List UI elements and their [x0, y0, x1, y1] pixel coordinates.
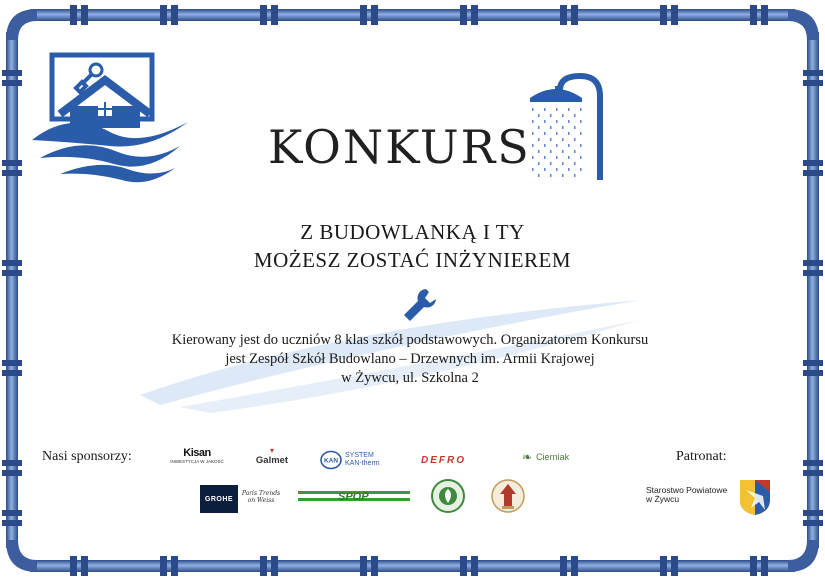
coat-of-arms-icon	[738, 478, 772, 516]
spop-name: SPOP	[338, 491, 369, 503]
water-drop	[532, 168, 534, 171]
water-drop	[574, 162, 576, 165]
water-drop	[574, 126, 576, 129]
pipe-coupling	[571, 556, 578, 576]
pipe-coupling	[70, 556, 77, 576]
water-drop	[544, 132, 546, 135]
pipe-coupling	[803, 360, 823, 366]
sponsor-spop-logo	[298, 488, 410, 510]
water-drop	[580, 144, 582, 147]
galmet-mark-icon: ▾	[269, 446, 274, 455]
pipe-coupling	[803, 510, 823, 516]
water-drop	[574, 114, 576, 117]
water-drop	[550, 150, 552, 153]
water-drop	[532, 144, 534, 147]
water-drop	[544, 144, 546, 147]
sponsor-defro-logo: DEFRO	[421, 455, 466, 466]
sponsor-galmet-logo	[250, 447, 294, 466]
water-drop	[538, 138, 540, 141]
pipe-coupling	[803, 520, 823, 526]
water-drop	[574, 138, 576, 141]
pipe-coupling	[803, 160, 823, 166]
water-drop	[574, 150, 576, 153]
kan-mark-icon	[320, 450, 342, 470]
pipe-coupling	[160, 556, 167, 576]
water-drop	[544, 120, 546, 123]
sponsor-grohe-logo: GROHE	[200, 485, 238, 513]
water-drop	[568, 132, 570, 135]
contest-title: KONKURS	[268, 120, 531, 174]
water-drop	[538, 126, 540, 129]
water-drop	[556, 156, 558, 159]
water-drop	[532, 108, 534, 111]
pipe-coupling	[803, 370, 823, 376]
pipe-coupling	[2, 70, 22, 76]
pipe-coupling	[803, 170, 823, 176]
pipe-coupling	[571, 5, 578, 25]
pipe-coupling	[2, 520, 22, 526]
leaf-icon: ❧	[522, 450, 533, 464]
water-drop	[568, 156, 570, 159]
kan-mark: KAN	[323, 457, 339, 465]
water-drop	[532, 132, 534, 135]
sponsor-paris-trends-logo	[240, 490, 282, 504]
pipe-coupling	[2, 510, 22, 516]
pipe-coupling	[260, 556, 267, 576]
water-drop	[544, 168, 546, 171]
pipe-coupling	[803, 80, 823, 86]
pipe-coupling	[271, 5, 278, 25]
pipe-coupling	[471, 5, 478, 25]
house-wrench-logo	[30, 50, 190, 190]
pipe-coupling	[2, 370, 22, 376]
pipe-coupling	[761, 556, 768, 576]
shower-icon	[520, 70, 615, 185]
sponsor-kan-logo	[320, 449, 380, 471]
description-line: Kierowany jest do uczniów 8 klas szkół podstawowych. Organizatorem Konkursu	[171, 332, 649, 348]
pipe-coupling	[81, 5, 88, 25]
pipe-coupling	[81, 556, 88, 576]
pipe-coupling	[750, 5, 757, 25]
water-drop	[562, 162, 564, 165]
pipe-coupling	[171, 556, 178, 576]
water-drop	[574, 174, 576, 177]
water-drop	[544, 108, 546, 111]
water-drop	[562, 114, 564, 117]
water-drop	[568, 120, 570, 123]
patron-line1: Starostwo Powiatowe	[646, 485, 728, 495]
water-drop	[562, 126, 564, 129]
pipe-coupling	[560, 556, 567, 576]
water-drop	[550, 138, 552, 141]
water-drop	[544, 156, 546, 159]
water-drop	[556, 108, 558, 111]
patron-starostwo-logo	[646, 486, 727, 504]
water-drop	[580, 156, 582, 159]
water-drop	[562, 138, 564, 141]
pipe-coupling	[2, 160, 22, 166]
water-drop	[580, 168, 582, 171]
kan-line2: KAN-therm	[345, 460, 380, 467]
pipe-coupling	[750, 556, 757, 576]
water-drop	[580, 108, 582, 111]
pipe-coupling	[70, 5, 77, 25]
galmet-name: Galmet	[255, 455, 289, 466]
water-drop	[556, 168, 558, 171]
pipe-coupling	[260, 5, 267, 25]
pipe-coupling	[671, 5, 678, 25]
pipe-coupling	[471, 556, 478, 576]
pipe-coupling	[371, 5, 378, 25]
pipe-coupling	[560, 5, 567, 25]
paris-line1: Paris Trends	[241, 490, 281, 497]
pipe-coupling	[160, 5, 167, 25]
kan-line1: SYSTEM	[345, 452, 374, 459]
school-emblem-icon	[490, 476, 526, 516]
pipe-coupling	[660, 556, 667, 576]
pipe-coupling	[360, 556, 367, 576]
water-drop	[556, 132, 558, 135]
water-drop	[538, 162, 540, 165]
contest-description	[100, 331, 720, 388]
pipe-coupling	[460, 5, 467, 25]
pipe-coupling	[803, 460, 823, 466]
patron-line2: w Żywcu	[646, 494, 680, 504]
water-drop	[556, 120, 558, 123]
pipe-coupling	[271, 556, 278, 576]
pipe-coupling	[2, 170, 22, 176]
pipe-coupling	[671, 556, 678, 576]
water-drop	[568, 108, 570, 111]
water-drop	[532, 120, 534, 123]
kisan-tagline: INWESTYCJA W JAKOŚĆ	[170, 459, 224, 464]
pipe-coupling	[171, 5, 178, 25]
pipe-coupling	[761, 5, 768, 25]
subtitle-line-1: Z BUDOWLANKĄ I TY	[300, 220, 525, 244]
pipe-coupling	[803, 470, 823, 476]
pipe-coupling	[2, 360, 22, 366]
sponsors-label: Nasi sponsorzy:	[42, 449, 132, 464]
water-drop	[532, 156, 534, 159]
pipe-coupling	[371, 556, 378, 576]
water-drop	[580, 132, 582, 135]
pipe-coupling	[460, 556, 467, 576]
water-drop	[538, 174, 540, 177]
pipe-coupling	[2, 80, 22, 86]
pipe-coupling	[2, 460, 22, 466]
water-drop	[550, 174, 552, 177]
water-drop	[580, 120, 582, 123]
pipe-coupling	[660, 5, 667, 25]
patronat-label: Patronat:	[676, 449, 727, 464]
sponsor-cierniak-logo	[522, 450, 569, 464]
water-drop	[568, 168, 570, 171]
cierniak-name: Cierniak	[536, 452, 570, 462]
pipe-coupling	[803, 70, 823, 76]
water-drop	[550, 114, 552, 117]
pipe-coupling	[360, 5, 367, 25]
water-drop	[538, 114, 540, 117]
water-drop	[556, 144, 558, 147]
water-drop	[550, 162, 552, 165]
description-line: jest Zespół Szkół Budowlano – Drzewnych im. Armii Krajowej	[225, 351, 595, 367]
pipe-coupling	[2, 470, 22, 476]
sponsor-kisan-logo	[166, 447, 228, 464]
description-line: w Żywcu, ul. Szkolna 2	[341, 370, 479, 386]
water-drop	[538, 150, 540, 153]
subtitle-line-2: MOŻESZ ZOSTAĆ INŻYNIEREM	[253, 248, 572, 272]
water-drop	[562, 150, 564, 153]
kisan-name: Kisan	[183, 447, 211, 459]
water-drop	[550, 126, 552, 129]
wrench-icon	[400, 285, 440, 325]
eco-seal-icon	[430, 478, 466, 514]
water-drop	[568, 144, 570, 147]
water-drop	[562, 174, 564, 177]
paris-line2: on Weiss	[247, 497, 275, 504]
